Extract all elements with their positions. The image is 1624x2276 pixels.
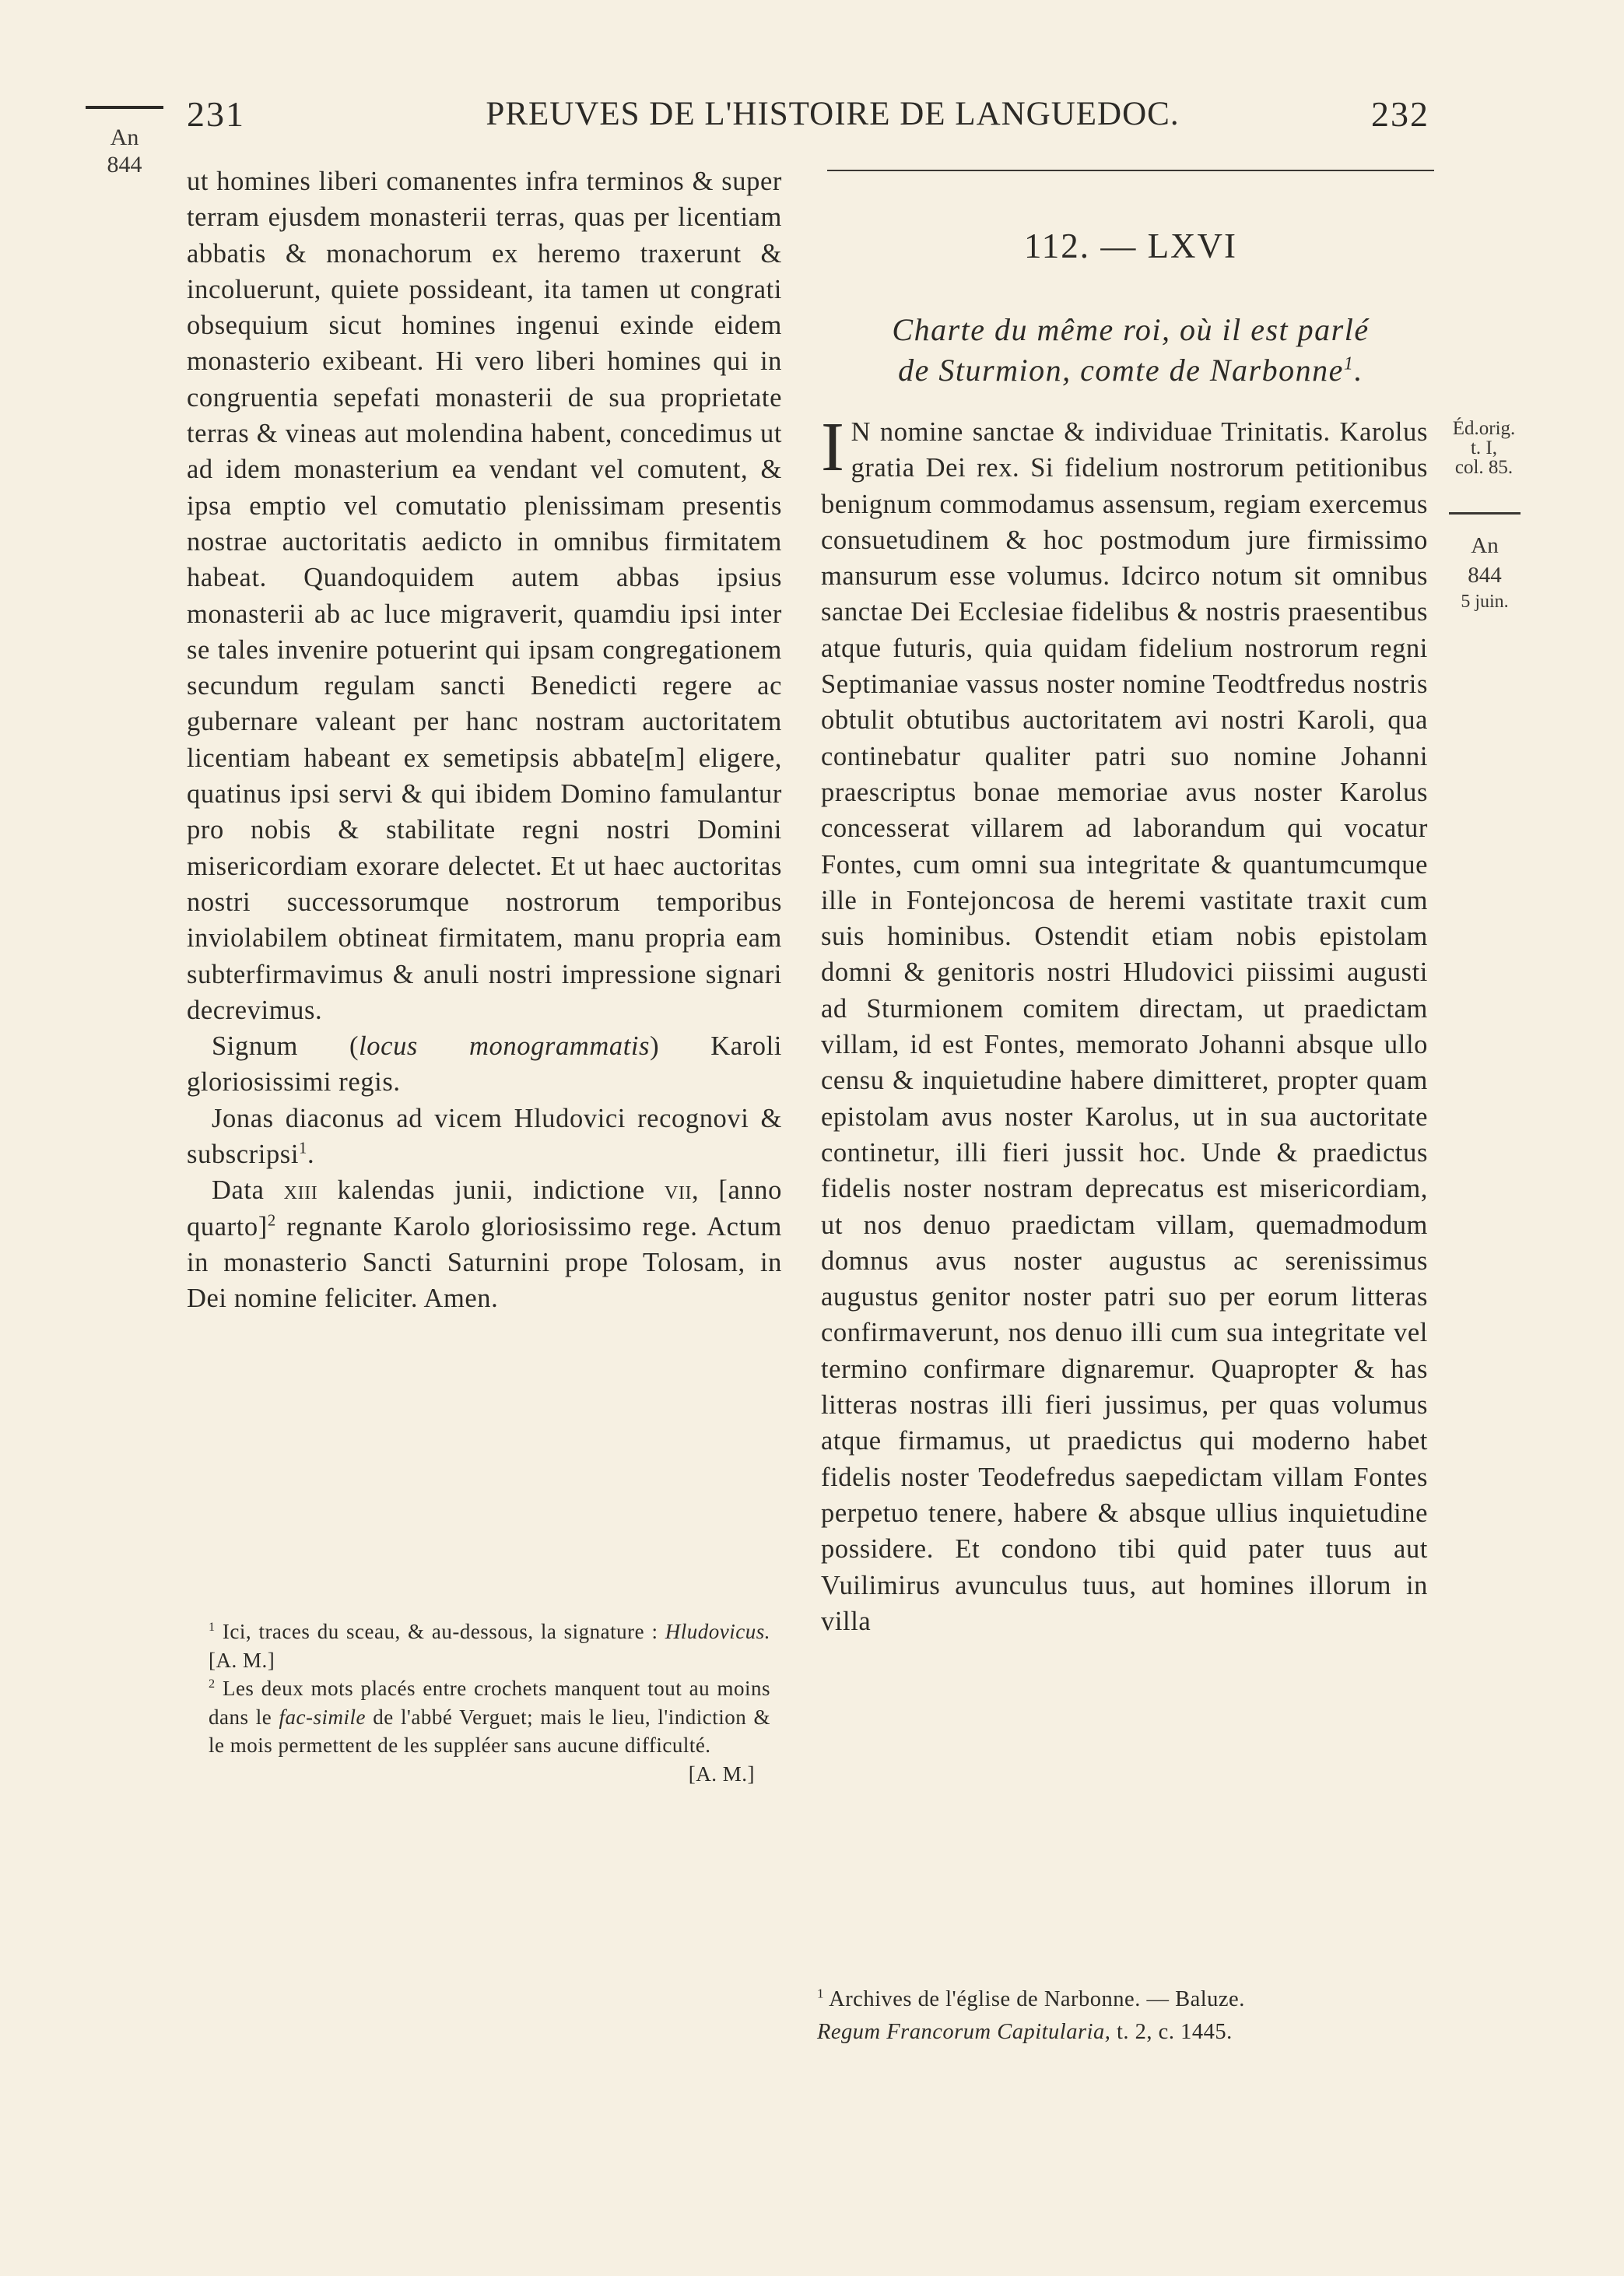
charter-body: nomine sanctae & individuae Trinitatis. Karolus gratia Dei rex. Si fidelium nostrorum petitionibus benignum commodamus assensum, regiam exercemus consuetudinem & hoc postmodum jure firmissimo mansurum esse volumus. Idcirco notum sit omnibus sanctae Dei Ecclesiae fidelibus & nostris praesentibus atque futuris, quia quidam fidelium nostrorum regni Septimaniae vassus noster nomine Teodtfredus nostris obtulit obtutibus auctoritatem avi nostri Karoli, qua continebatur qualiter patri suo nomine Johanni praescriptus bonae memoriae avus noster Karolus concesserat villarem ad laborandum qui vocatur Fontes, cum omni sua integritate & quantumcumque ille in Fontejoncosa de heremi vastitate traxit cum suis hominibus. Ostendit etiam nobis epistolam domni & genitoris nostri Hludovici piissimi augusti ad Sturmionem comitem directam, ut praedictam villam, id est Fontes, memorato Johanni absque ullo censu & inquietudine habere dimitteret, propter quam epistolam avus noster Karolus, ut in sua auctoritate continetur, illi fieri jussit hoc. Unde & praedictus fidelis noster nostram deprecatus est misericordiam, ut nos denuo praedictam villam, quemadmodum domnus avus noster augustus ac serenissimus augustus genitor noster patri suo per eorum litteras confirmaverunt, nos denuo illi cum sua integritate vel termino confirmare dignaremur. Quapropter & has litteras nostras illi fieri jussimus, per quas volumus atque firmamus, ut praedictus qui moderno habet fidelis noster Teodefredus saepedictam villam Fontes perpetuo tenere, habere & absque ullius inquietudine possidere. Et condono tibi quid pater tuus aut Vuilimirus avunculus tuus, aut homines illorum in villa [821,417,1428,1636]
page-number-left: 231 [187,94,245,134]
footnote-italic: fac-simile [279,1705,366,1729]
left-column [187,163,782,1317]
edition-volume: t. I, [1470,437,1498,458]
page-number-right: 232 [1371,94,1429,134]
title-line-1: Charte du même roi, où il est parlé [892,312,1370,347]
left-footnotes [209,1617,770,1788]
margin-note-year-right [1446,532,1524,615]
margin-date: 5 juin. [1461,592,1509,613]
header-rule-left [86,106,163,109]
footnote-text: de l'abbé Verguet; mais le lieu, l'indiction & le mois permettent de les suppléer sans aucune difficulté. [209,1705,770,1757]
margin-year: 844 [107,151,142,177]
signum-italic: locus monogrammatis [359,1031,651,1062]
footnote-text: t. 2, c. 1445. [1110,2020,1233,2044]
roman-numeral: vii [664,1175,693,1206]
data-text-c: , [anno quarto] [187,1175,782,1242]
footnote-italic: Hludovicus. [665,1620,771,1643]
footnote-ref: 2 [267,1212,276,1230]
running-title: PREUVES DE L'HISTOIRE DE LANGUEDOC. [486,96,1180,132]
margin-note-year-left [90,125,159,178]
margin-rule [1449,512,1521,515]
signum-text-end: ) Karoli gloriosissimi regis. [187,1031,782,1098]
margin-note-edition [1441,419,1527,477]
footnote-text: Les deux mots placés entre crochets manquent tout au moins dans le [209,1677,770,1729]
title-text: de Sturmion, comte de Narbonne [898,353,1344,388]
footnote-text: [A. M.] [209,1648,275,1672]
margin-an-label: An [1471,533,1499,558]
jonas-line: Jonas diaconus ad vicem Hludovici recognovi & subscripsi$^1$. [187,1103,782,1170]
footnote-line-1 [817,1983,1389,2016]
edition-column: col. 85. [1454,457,1514,478]
roman-numeral: xiii [283,1175,318,1206]
data-text-a: Data [212,1175,284,1206]
footnote-italic: Regum Francorum Capitularia, [817,2020,1111,2044]
footnote-mark: 1 [209,1620,216,1634]
footnote-mark: 1 [817,1986,825,2001]
footnote-2 [209,1674,770,1760]
left-paragraph: ut homines liberi comanentes infra terminos & super terram ejusdem monasterii terras, quas per licentiam abbatis & monachorum ex heremo traxerunt & incoluerunt, quiete possideant, ita tamen ut congrati obsequium sicut homines ingenui exinde eidem monasterio exibeant. Hi vero liberi homines qui in congruentia sepefati monasterii de sua proprietate terras & vineas aut molendina habent, concedimus ut ad idem monasterium ea vendant vel comutent, & ipsa emptio vel comutatio plenissimam presentis nostrae auctoritatis aedicto in omnibus firmitatem habeat. Quandoquidem autem abbas ipsius monasterii ab ac luce migraverit, quamdiu ipsi inter se tales invenire potuerint qui ipsam congregationem secundum regulam sancti Benedicti regere ac gubernare valeant per hanc nostram auctoritatem licentiam habeant ex semetipsis abbate[m] eligere, quatinus ipsi servi & qui ibidem Domino famulantur pro nobis & stabilitate regni nostri Domini misericordiam exorare delectet. Et ut haec auctoritas nostri successorumque nostrorum temporibus inviolabilem obtineat firmitatem, manu propria eam subterfirmavimus & anuli nostri impressione signari decrevimus. [187,167,782,1025]
margin-year: 844 [1468,562,1502,588]
data-line [187,1172,782,1316]
footnote-1 [209,1617,770,1674]
section-title [827,310,1434,391]
section-number: 112. [1023,227,1091,265]
column-rule [827,170,1434,171]
footnote-ref: 1 [299,1140,307,1157]
signum-line [187,1028,782,1101]
right-column [821,409,1428,1639]
footnote-line-2 [817,2016,1389,2049]
title-line-2 [827,350,1434,391]
footnote-text: Archives de l'église de Narbonne. — Baluze. [829,1987,1245,2011]
right-footnote [817,1983,1389,2049]
data-text-d: regnante Karolo gloriosissimo rege. Actum in monasterio Sancti Saturnini prope Tolosam, in Dei nomine feliciter. Amen. [187,1211,782,1314]
section-heading [827,226,1434,266]
footnote-mark: 2 [209,1677,216,1691]
footnote-signature: [A. M.] [688,1761,755,1786]
edition-label: Éd.orig. [1452,418,1516,439]
footnote-text: Ici, traces du sceau, & au-dessous, la signature : [222,1620,665,1643]
section-dash: — [1100,227,1138,265]
title-end: . [1354,353,1363,388]
charter-text [821,409,1428,1639]
drop-cap: I [821,409,845,486]
margin-an-label: An [110,125,139,150]
signum-text: Signum ( [212,1031,360,1062]
first-letters: N [851,417,872,447]
section-roman: LXVI [1147,227,1238,265]
data-text-b: kalendas junii, indictione [317,1175,665,1206]
jonas-text: Jonas diaconus ad vicem Hludovici recognovi & subscripsi [187,1103,782,1170]
footnote-ref: 1 [1343,353,1355,374]
